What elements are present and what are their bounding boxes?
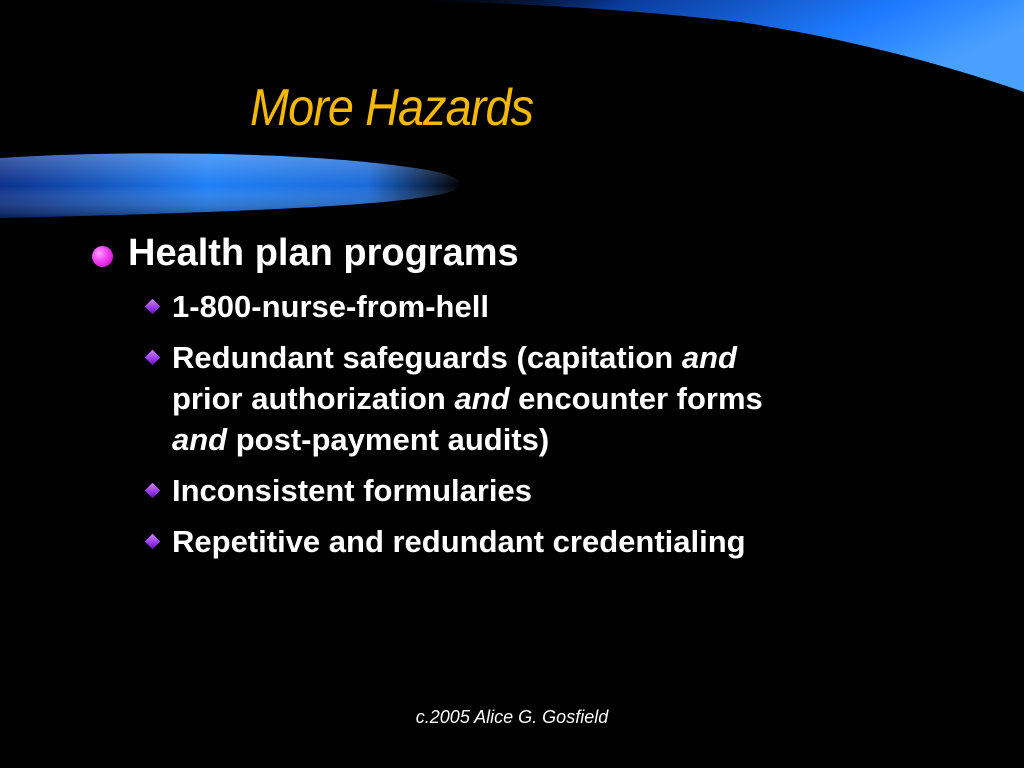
footer-copyright: c.2005 Alice G. Gosfield [415,707,609,727]
purple-diamond-bullet-icon [145,483,161,499]
sub-bullet-item [138,286,968,327]
purple-diamond-bullet-icon [145,534,161,550]
sub-bullet-text-part: prior authorization [172,381,455,416]
slide-title: More Hazards [250,79,534,137]
sub-bullet-text: Repetitive and redundant credentialing [172,524,746,559]
bullet-text: Health plan programs [128,232,519,274]
sub-bullet-item [138,337,968,460]
sub-bullet-text-part: Redundant safeguards (capitation [172,340,682,375]
bullet-level1 [88,230,968,276]
purple-diamond-bullet-icon [145,350,161,366]
sub-bullet-list [88,286,968,562]
sub-bullet-item [138,470,968,511]
magenta-dot-bullet-icon [92,246,113,267]
sub-bullet-text: 1-800-nurse-from-hell [172,289,489,324]
sub-bullet-item [138,521,968,562]
purple-diamond-bullet-icon [145,299,161,315]
sub-bullet-emphasis: and [454,381,510,416]
sub-bullet-text-part: post-payment audits) [227,422,550,457]
sub-bullet-text-part: encounter forms [509,381,763,416]
sub-bullet-emphasis: and [172,422,228,457]
sub-bullet-emphasis: and [681,340,737,375]
bullet-list [88,230,968,572]
sub-bullet-text: Inconsistent formularies [172,473,533,508]
